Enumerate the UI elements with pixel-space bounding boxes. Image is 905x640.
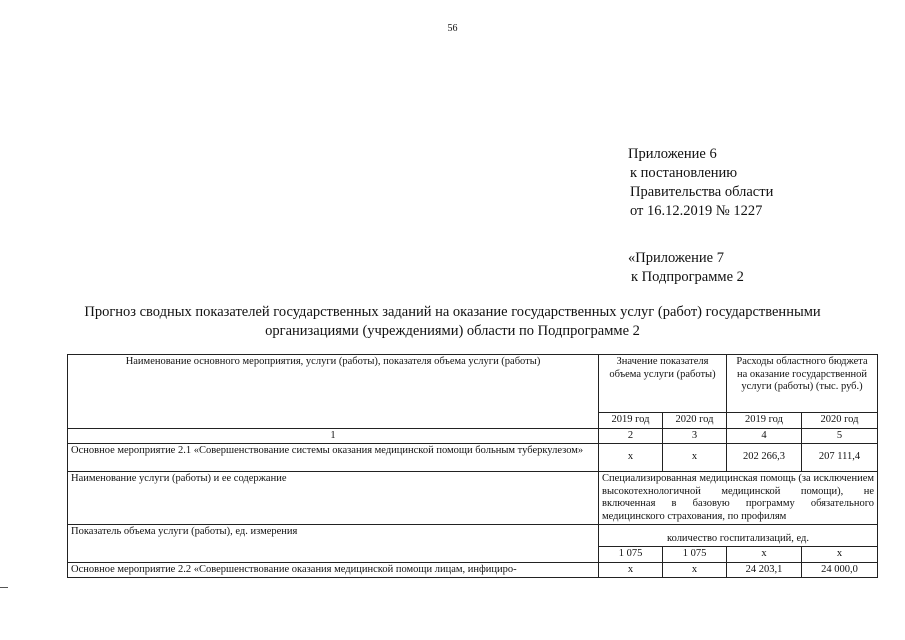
appendix-block-2	[628, 249, 744, 287]
column-number: 4	[727, 428, 802, 444]
indicator-volume-2020: 1 075	[663, 547, 727, 563]
measure-2-2-expense-2019: 24 203,1	[727, 562, 802, 578]
column-number: 5	[802, 428, 878, 444]
column-number: 1	[68, 428, 599, 444]
measure-2-2-name: Основное мероприятие 2.2 «Совершенствование оказания медицинской помощи лицам, инфициро-	[68, 562, 599, 578]
indicator-expense-2019: х	[727, 547, 802, 563]
appendix2-line-2: к Подпрограмме 2	[631, 269, 744, 285]
service-label: Наименование услуги (работы) и ее содержание	[68, 472, 599, 525]
measure-2-1-expense-2019: 202 266,3	[727, 444, 802, 472]
header-year: 2019 год	[599, 413, 663, 429]
header-year: 2020 год	[663, 413, 727, 429]
column-number: 2	[599, 428, 663, 444]
measure-2-2-volume-2020: х	[663, 562, 727, 578]
measure-2-2-expense-2020: 24 000,0	[802, 562, 878, 578]
appendix-line-4: от 16.12.2019 № 1227	[630, 203, 763, 219]
indicator-expense-2020: х	[802, 547, 878, 563]
service-content: Специализированная медицинская помощь (за исключением высокотехнологичной медицинской помощи), не включенная в базовую программу обязательного медицинского страхования, по профилям	[599, 472, 878, 525]
header-group-expenses: Расходы областного бюджета на оказание государственной услуги (работы) (тыс. руб.)	[727, 355, 878, 413]
table-row-indicator	[68, 525, 878, 547]
measure-2-1-volume-2019: х	[599, 444, 663, 472]
appendix-block	[628, 145, 773, 221]
indicator-label: Показатель объема услуги (работы), ед. измерения	[68, 525, 599, 563]
table-row-service	[68, 472, 878, 525]
indicator-volume-2019: 1 075	[599, 547, 663, 563]
header-row	[68, 355, 878, 413]
header-year: 2019 год	[727, 413, 802, 429]
measure-2-1-name: Основное мероприятие 2.1 «Совершенствование системы оказания медицинской помощи больным туберкулезом»	[68, 444, 599, 472]
header-col1: Наименование основного мероприятия, услуги (работы), показателя объема услуги (работы)	[68, 355, 599, 429]
document-title: Прогноз сводных показателей государственных заданий на оказание государственных услуг (работ) государственными организациями (учреждениями) области по Подпрограмме 2	[84, 304, 821, 339]
page-number: 56	[447, 23, 458, 34]
header-year: 2020 год	[802, 413, 878, 429]
measure-2-1-expense-2020: 207 111,4	[802, 444, 878, 472]
table-row-measure-2-1	[68, 444, 878, 472]
appendix2-line-1: «Приложение 7	[628, 250, 724, 266]
scan-edge-mark	[0, 587, 8, 588]
measure-2-2-volume-2019: х	[599, 562, 663, 578]
column-number: 3	[663, 428, 727, 444]
table-row-measure-2-2	[68, 562, 878, 578]
appendix-line-1: Приложение 6	[628, 146, 717, 162]
measure-2-1-volume-2020: х	[663, 444, 727, 472]
column-numbers-row	[68, 428, 878, 444]
appendix-line-2: к постановлению	[630, 165, 738, 181]
appendix-line-3: Правительства области	[630, 184, 774, 200]
indicator-unit: количество госпитализаций, ед.	[599, 525, 878, 547]
forecast-table	[67, 354, 878, 578]
header-group-volume: Значение показателя объема услуги (работы)	[599, 355, 727, 413]
